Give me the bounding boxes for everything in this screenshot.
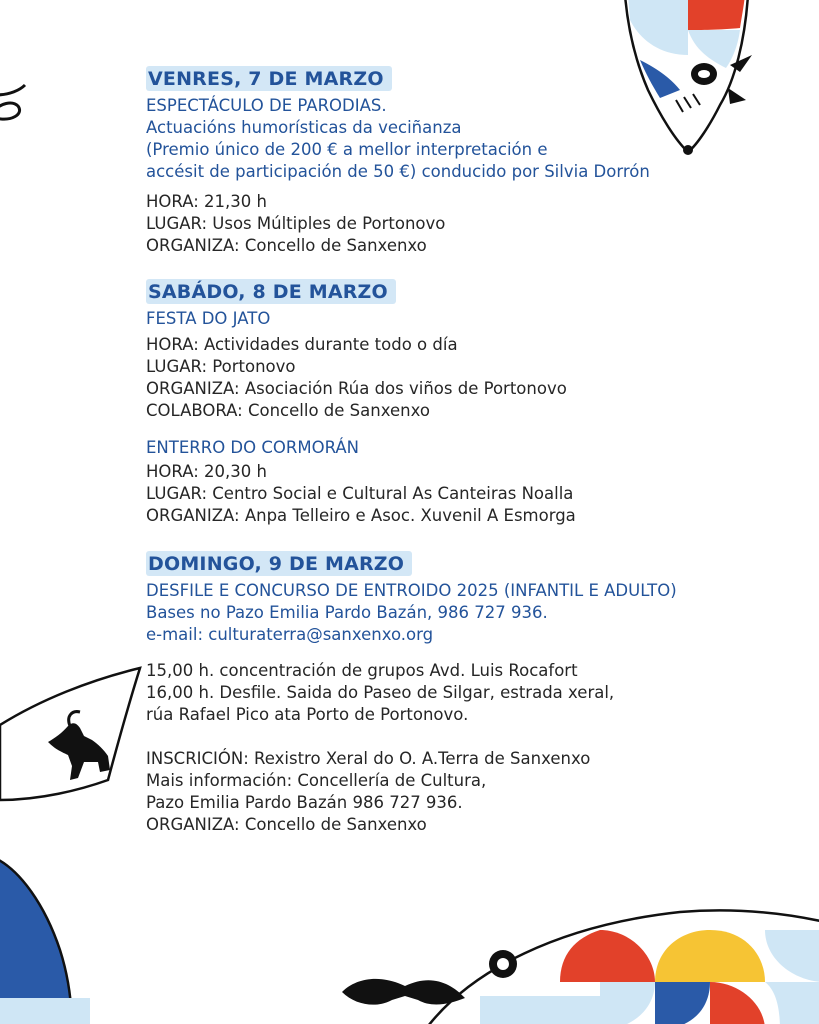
event-title-line: accésit de participación de 50 €) conducido por Silvia Dorrón (146, 162, 650, 181)
event-info (146, 461, 786, 527)
event-title-line: (Premio único de 200 € a mellor interpretación e (146, 140, 548, 159)
day-heading: SABÁDO, 8 DE MARZO (146, 279, 396, 304)
event-info-line: LUGAR: Usos Múltiples de Portonovo (146, 214, 446, 233)
schedule-content (146, 66, 786, 836)
event-title (146, 437, 786, 459)
event-email-link[interactable]: e-mail: culturaterra@sanxenxo.org (146, 625, 434, 644)
event-info-line: HORA: 21,30 h (146, 192, 267, 211)
day-heading: DOMINGO, 9 DE MARZO (146, 551, 412, 576)
blue-fish-left (0, 858, 90, 1024)
mustache-icon (342, 979, 465, 1005)
event-info-line: ORGANIZA: Concello de Sanxenxo (146, 236, 427, 255)
event-info-line: 16,00 h. Desfile. Saida do Paseo de Silgar, estrada xeral, (146, 683, 615, 702)
event-extra-info (146, 748, 786, 836)
event-info-line: ORGANIZA: Anpa Telleiro e Asoc. Xuvenil A Esmorga (146, 506, 576, 525)
event-title-line: FESTA DO JATO (146, 309, 271, 328)
event-title-line: DESFILE E CONCURSO DE ENTROIDO 2025 (INFANTIL E ADULTO) (146, 581, 677, 600)
day-section-friday (146, 66, 786, 257)
event-info-line: COLABORA: Concello de Sanxenxo (146, 401, 430, 420)
event-title-line: ENTERRO DO CORMORÁN (146, 438, 359, 457)
event-info-line: LUGAR: Centro Social e Cultural As Canteiras Noalla (146, 484, 574, 503)
goat-fish-left (0, 668, 140, 800)
event-info-line: HORA: Actividades durante todo o día (146, 335, 458, 354)
event-info-line: rúa Rafael Pico ata Porto de Portonovo. (146, 705, 469, 724)
event-info-line: LUGAR: Portonovo (146, 357, 296, 376)
event-title-line: Bases no Pazo Emilia Pardo Bazán, 986 727 936. (146, 603, 548, 622)
event-info-line: ORGANIZA: Asociación Rúa dos viños de Portonovo (146, 379, 567, 398)
event-info (146, 191, 786, 257)
event-info (146, 334, 786, 422)
event-info-line: INSCRICIÓN: Rexistro Xeral do O. A.Terra de Sanxenxo (146, 749, 591, 768)
day-section-saturday (146, 279, 786, 527)
event-info-line: Pazo Emilia Pardo Bazán 986 727 936. (146, 793, 463, 812)
curl-stroke-left (0, 85, 25, 95)
event-info (146, 660, 786, 726)
event-info-line: ORGANIZA: Concello de Sanxenxo (146, 815, 427, 834)
event-title (146, 580, 786, 646)
event-title-line: ESPECTÁCULO DE PARODIAS. (146, 96, 387, 115)
day-section-sunday (146, 551, 786, 836)
day-heading: VENRES, 7 DE MARZO (146, 66, 392, 91)
event-info-line: 15,00 h. concentración de grupos Avd. Luis Rocafort (146, 661, 578, 680)
event-title (146, 95, 786, 183)
event-title (146, 308, 786, 330)
event-info-line: HORA: 20,30 h (146, 462, 267, 481)
curl-stroke-left-2 (0, 103, 20, 119)
event-title-line: Actuacións humorísticas da veciñanza (146, 118, 462, 137)
patterned-fish-bottom-right (425, 910, 819, 1024)
event-info-line: Mais información: Concellería de Cultura, (146, 771, 487, 790)
